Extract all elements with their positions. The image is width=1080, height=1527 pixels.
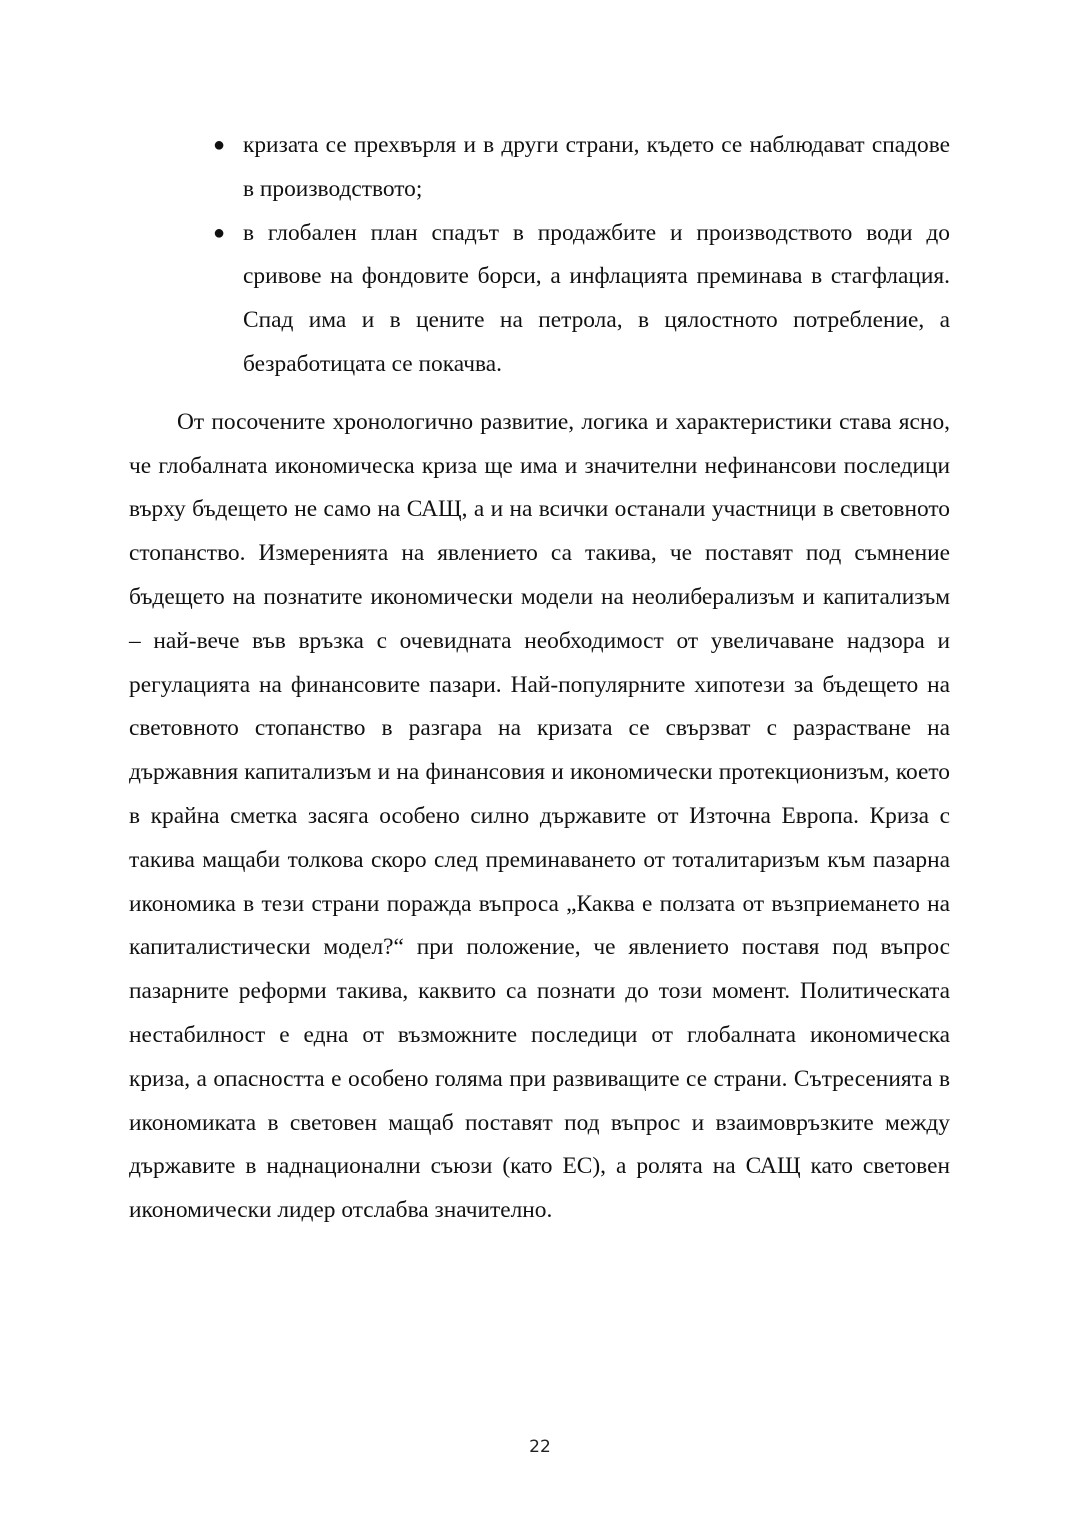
page-number: 22 bbox=[529, 1437, 551, 1457]
bullet-item bbox=[213, 124, 950, 212]
page-content bbox=[129, 124, 950, 1233]
bullet-item bbox=[213, 212, 950, 387]
bullet-icon: ● bbox=[213, 134, 226, 156]
bullet-item-text: в глобален план спадът в продажбите и производството води до сривове на фондовите борси, а инфлацията преминава в стагфлация. Спад има и в цените на петрола, в цялостното потребление, а безработицата се покачва. bbox=[243, 219, 950, 377]
bullet-list bbox=[129, 124, 950, 387]
bullet-icon: ● bbox=[213, 221, 226, 244]
bullet-item-text: кризата се прехвърля и в други страни, където се наблюдават спадове в производството; bbox=[243, 132, 950, 202]
body-paragraph: От посочените хронологично развитие, логика и характеристики става ясно, че глобалната икономическа криза ще има и значителни нефинансови последици върху бъдещето не само на САЩ, а и на всички останали участници в световното стопанство. Измеренията на явлението са такива, че поставят под съмнение бъдещето на познатите икономически модели на неолиберализъм и капитализъм – най-вече във връзка с очевидната необходимост от увеличаване надзора и регулацията на финансовите пазари. Най-популярните хипотези за бъдещето на световното стопанство в разгара на кризата се свързват с разрастване на държавния капитализъм и на финансовия и икономически протекционизъм, което в крайна сметка засяга особено силно държавите от Източна Европа. Криза с такива мащаби толкова скоро след преминаването от тоталитаризъм към пазарна икономика в тези страни поражда въпроса „Каква е ползата от възприемането на капиталистически модел?“ при положение, че явлението поставя под въпрос пазарните реформи такива, каквито са познати до този момент. Политическата нестабилност е една от възможните последици от глобалната икономическа криза, а опасността е особено голяма при развиващите се страни. Сътресенията в икономиката в световен мащаб поставят под въпрос и взаимовръзките между държавите в наднационални съюзи (като ЕС), а ролята на САЩ като световен икономически лидер отслабва значително. bbox=[129, 408, 950, 1224]
